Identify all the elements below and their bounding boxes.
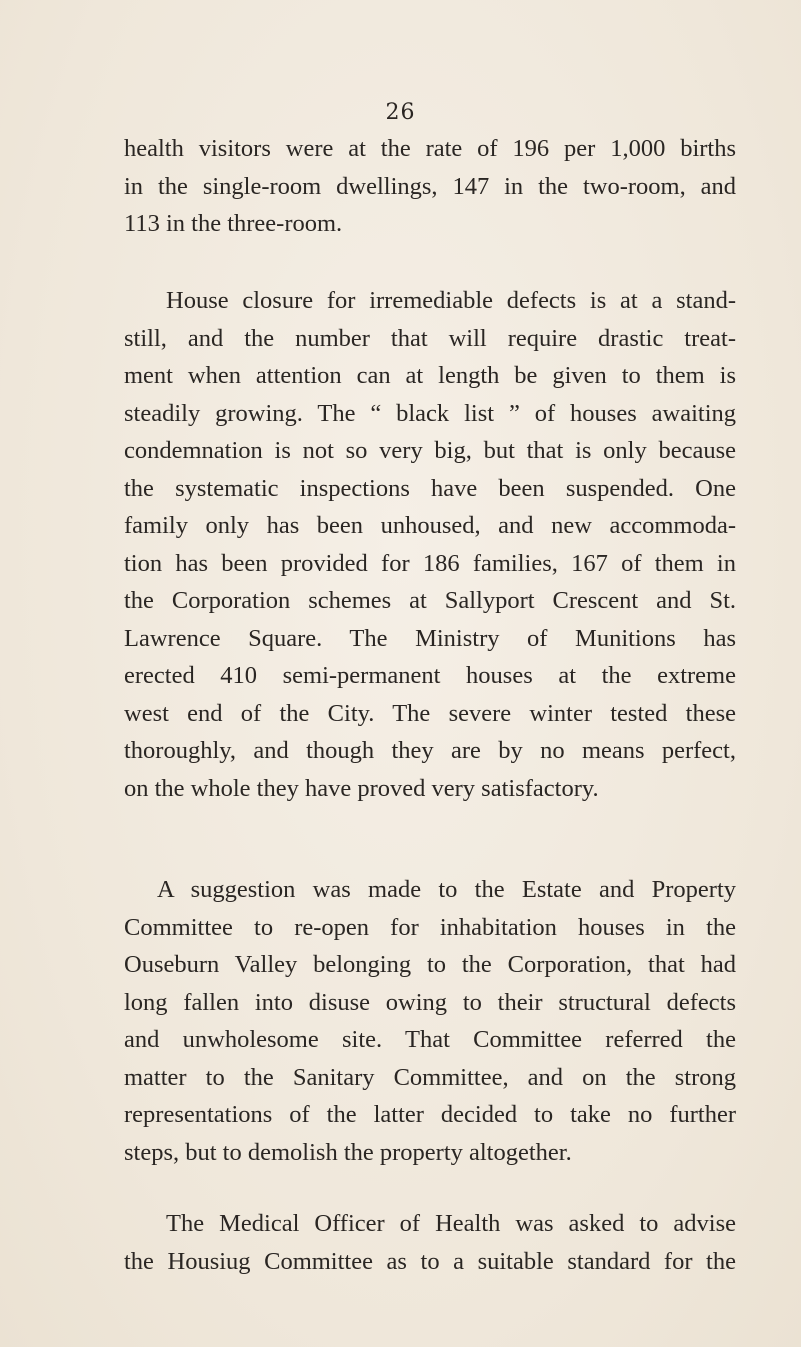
text-line: Committee to re-open for inhabitation houses in the — [124, 913, 736, 941]
text-line: the Housiug Committee as to a suitable standard for the — [124, 1247, 736, 1275]
text-line: The Medical Officer of Health was asked to advise — [166, 1210, 736, 1237]
text-line: Lawrence Square. The Ministry of Munitions has — [124, 624, 736, 652]
text-line: family only has been unhoused, and new accommoda- — [124, 512, 736, 539]
text-line: west end of the City. The severe winter tested these — [124, 699, 736, 727]
text-line: erected 410 semi-permanent houses at the extreme — [124, 662, 736, 689]
text-line: in the single-room dwellings, 147 in the two-room, and — [124, 172, 736, 200]
text-line: A suggestion was made to the Estate and Property — [157, 876, 736, 903]
text-line: matter to the Sanitary Committee, and on the strong — [124, 1063, 736, 1091]
text-line: and unwholesome site. That Committee referred the — [124, 1026, 736, 1053]
paragraph-4 — [124, 1205, 736, 1280]
page-number: 26 — [385, 100, 416, 125]
text-line: still, and the number that will require drastic treat- — [124, 324, 736, 352]
text-line: ment when attention can at length be given to them is — [124, 362, 736, 389]
paragraph-3 — [124, 871, 736, 1171]
text-line: on the whole they have proved very satisfactory. — [124, 774, 599, 802]
text-line: 113 in the three-room. — [124, 210, 343, 237]
text-line: health visitors were at the rate of 196 per 1,000 births — [124, 135, 736, 162]
text-line: steps, but to demolish the property altogether. — [124, 1138, 572, 1166]
text-line: the Corporation schemes at Sallyport Crescent and St. — [124, 587, 736, 614]
text-line: long fallen into disuse owing to their structural defects — [124, 988, 736, 1016]
paragraph-1 — [124, 130, 736, 243]
text-line: steadily growing. The “ black list ” of houses awaiting — [124, 399, 736, 427]
text-line: thoroughly, and though they are by no means perfect, — [124, 737, 736, 764]
text-line: Ouseburn Valley belonging to the Corporation, that had — [124, 951, 736, 978]
text-line: the systematic inspections have been suspended. One — [124, 474, 736, 502]
text-line: House closure for irremediable defects is at a stand- — [166, 287, 736, 314]
paragraph-2 — [124, 282, 736, 807]
text-line: tion has been provided for 186 families, 167 of them in — [124, 549, 736, 577]
text-line: representations of the latter decided to take no further — [124, 1101, 736, 1128]
text-line: condemnation is not so very big, but that is only because — [124, 437, 736, 464]
